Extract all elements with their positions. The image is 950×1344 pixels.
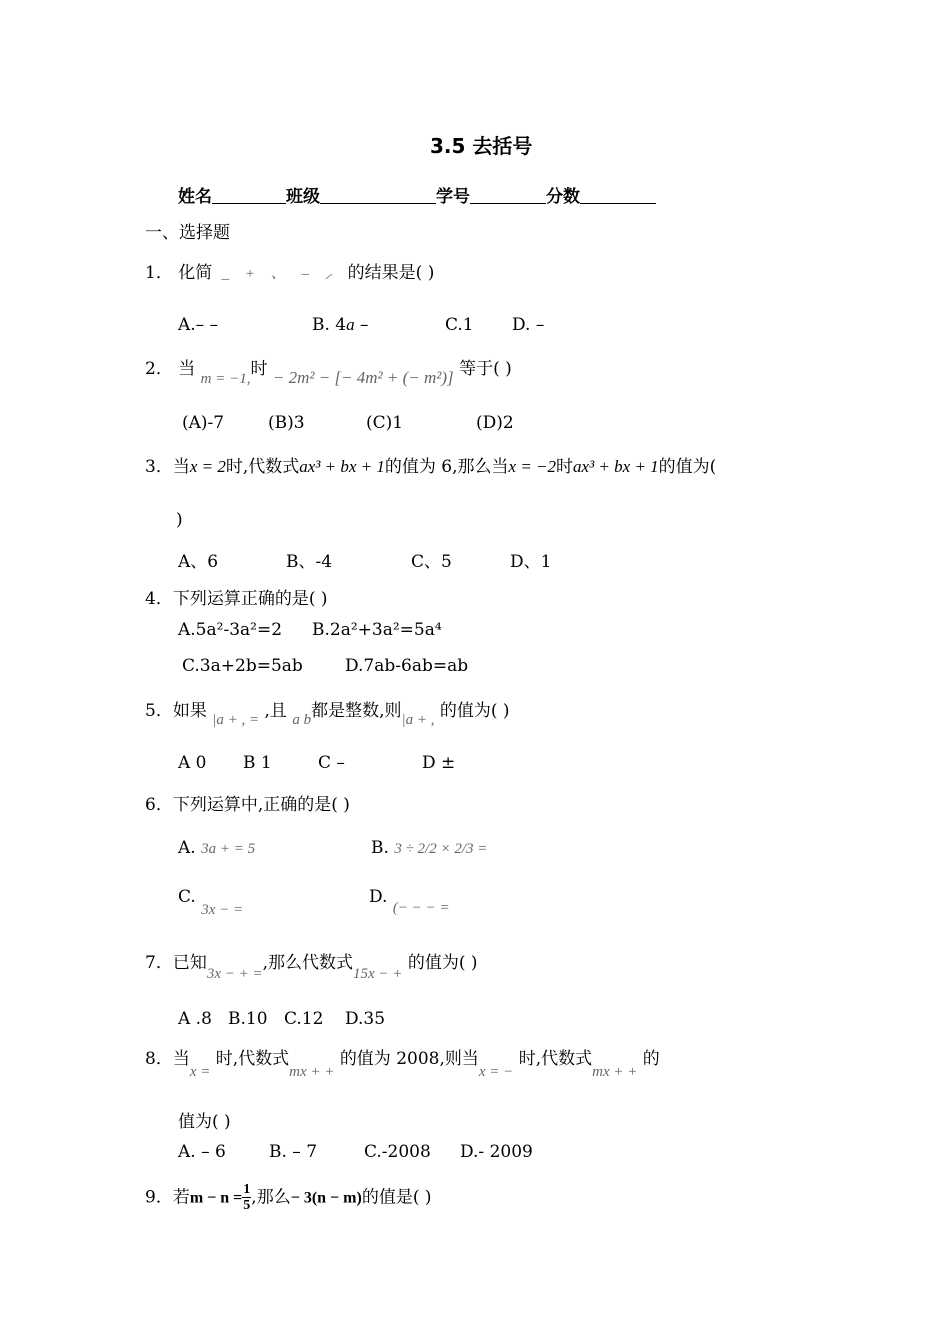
q7-option-b: B.10 — [228, 1009, 268, 1029]
q8-cond-1: x = — [189, 1064, 211, 1080]
q6-option-b — [371, 838, 487, 858]
q5-number: 5． — [145, 701, 173, 721]
q9-fraction — [242, 1182, 251, 1214]
question-9 — [145, 1182, 432, 1214]
score-blank[interactable] — [580, 187, 656, 204]
q3-option-b: B、-4 — [286, 552, 333, 572]
question-1 — [145, 258, 434, 283]
q2-option-a: (A)-7 — [182, 413, 225, 433]
q9-post: 的值是( ) — [361, 1187, 432, 1208]
q3-pre: 当 — [172, 457, 190, 477]
q6-d-expr: (− − − = — [392, 900, 450, 916]
q1-number: 1． — [145, 263, 173, 283]
q8-text-1: 时,代数式 — [215, 1049, 290, 1069]
name-blank[interactable] — [212, 187, 286, 204]
q9-pre: 若 — [172, 1187, 190, 1208]
q5-expr-2: |a + , — [401, 712, 435, 728]
q2-expression: − 2m² − [− 4m² + (− m²)] — [272, 368, 454, 387]
q4-option-d: D.7ab-6ab=ab — [345, 656, 469, 676]
question-3 — [145, 452, 716, 477]
q1-b-var: a — [346, 315, 355, 334]
q7-pre: 已知 — [172, 953, 207, 973]
q4-option-a: A.5a²-3a²=2 — [178, 620, 283, 640]
q6-b-expr: 3 ÷ 2/2 × 2/3 = — [394, 841, 488, 857]
q1-option-c: C.1 — [445, 315, 474, 335]
q8-number: 8． — [145, 1049, 173, 1069]
q5-vars: a b — [292, 712, 312, 728]
q5-option-a: A 0 — [178, 753, 207, 773]
name-label: 姓名 — [178, 187, 212, 207]
q8-option-c: C.-2008 — [364, 1142, 431, 1162]
question-8 — [145, 1044, 660, 1080]
q8-option-d: D.- 2009 — [460, 1142, 533, 1162]
q4-option-c: C.3a+2b=5ab — [182, 656, 303, 676]
q8-text-3: 时,代数式 — [518, 1049, 593, 1069]
id-blank[interactable] — [470, 187, 546, 204]
q9-fraction-denominator: 5 — [243, 1198, 251, 1214]
q3-close-paren: ) — [176, 510, 183, 530]
q1-post: 的结果是( ) — [347, 263, 435, 283]
q8-line-2: 值为( ) — [178, 1112, 231, 1132]
q7-number: 7． — [145, 953, 173, 973]
q4-option-b: B.2a²+3a²=5a⁴ — [312, 620, 442, 640]
q6-option-c — [178, 887, 244, 918]
q3-number: 3． — [145, 457, 173, 477]
q5-pre: 如果 — [172, 701, 207, 721]
q8-cond-2: x = − — [478, 1064, 514, 1080]
q7-expr-2: 15x − + — [353, 966, 403, 982]
q5-expr-1: |a + , = — [212, 712, 260, 728]
question-7 — [145, 948, 478, 982]
q5-text-2: 都是整数,则 — [311, 701, 402, 721]
q2-option-d: (D)2 — [476, 413, 514, 433]
q3-option-d: D、1 — [510, 552, 552, 572]
q6-b-label: B. — [371, 838, 389, 858]
q8-pre: 当 — [172, 1049, 190, 1069]
q3-text-4: 的值为( — [658, 457, 717, 477]
q7-option-c: C.12 — [284, 1009, 324, 1029]
q1-pre: 化简 — [178, 263, 213, 283]
q5-text-1: ,且 — [264, 701, 287, 721]
q3-text-3: 时 — [556, 457, 574, 477]
q8-text-2: 的值为 2008,则当 — [339, 1049, 479, 1069]
q3-text-1: 时,代数式 — [225, 457, 300, 477]
q1-option-d: D. – — [512, 315, 545, 335]
question-5 — [145, 696, 510, 728]
q6-option-d — [369, 887, 450, 916]
q3-text-2: 的值为 6,那么当 — [384, 457, 509, 477]
question-4 — [145, 584, 328, 609]
section-heading: 一、选择题 — [145, 223, 230, 243]
q5-option-b: B 1 — [243, 753, 272, 773]
q8-expr-1: mx + + — [289, 1064, 335, 1080]
q3-option-c: C、5 — [411, 552, 452, 572]
q7-text-2: 的值为( ) — [407, 953, 478, 973]
question-2 — [145, 354, 512, 387]
q6-number: 6． — [145, 795, 173, 815]
q5-text-3: 的值为( ) — [439, 701, 510, 721]
class-blank[interactable] — [320, 187, 436, 204]
score-label: 分数 — [546, 187, 580, 207]
q8-text-4: 的 — [642, 1049, 660, 1069]
q8-option-a: A. – 6 — [178, 1142, 226, 1162]
q8-option-b: B. – 7 — [269, 1142, 318, 1162]
q3-cond-2: x = −2 — [508, 457, 557, 476]
q9-number: 9． — [145, 1187, 173, 1208]
q3-cond-1: x = 2 — [189, 457, 226, 476]
q2-pre: 当 — [178, 359, 196, 379]
page-title: 3.5 去括号 — [430, 134, 533, 158]
student-info-line — [178, 182, 656, 207]
q1-option-b — [312, 315, 369, 335]
q6-a-expr: 3a + = 5 — [201, 841, 256, 857]
q9-fraction-numerator: 1 — [243, 1182, 251, 1197]
id-label: 学号 — [436, 187, 470, 207]
q9-text-1: ,那么 — [251, 1187, 291, 1208]
q2-number: 2． — [145, 359, 173, 379]
q3-expr-1: ax³ + bx + 1 — [299, 457, 385, 476]
q2-post: 等于( ) — [459, 359, 512, 379]
q2-condition: m = −1, — [200, 371, 251, 387]
q1-b-post: – — [354, 315, 369, 335]
q7-text-1: ,那么代数式 — [262, 953, 354, 973]
q2-option-c: (C)1 — [366, 413, 404, 433]
q6-c-label: C. — [178, 887, 196, 907]
q1-expression: _ + 、 – ⸝ — [221, 266, 339, 282]
q4-number: 4． — [145, 589, 173, 609]
q2-option-b: (B)3 — [268, 413, 305, 433]
q1-b-pre: B. 4 — [312, 315, 347, 335]
q6-text: 下列运算中,正确的是( ) — [172, 795, 350, 815]
q6-a-label: A. — [178, 838, 196, 858]
q5-option-d: D ± — [422, 753, 456, 773]
q7-option-d: D.35 — [345, 1009, 386, 1029]
q3-expr-2: ax³ + bx + 1 — [573, 457, 659, 476]
question-6 — [145, 790, 350, 815]
q7-option-a: A .8 — [178, 1009, 212, 1029]
q6-d-label: D. — [369, 887, 388, 907]
q4-text: 下列运算正确的是( ) — [172, 589, 328, 609]
q3-option-a: A、6 — [178, 552, 219, 572]
q2-mid: 时 — [250, 359, 268, 379]
q6-c-expr: 3x − = — [201, 902, 244, 918]
q8-expr-2: mx + + — [592, 1064, 638, 1080]
q6-option-a — [178, 838, 255, 858]
q5-option-c: C – — [318, 753, 345, 773]
q9-expression: − 3(n − m) — [290, 1189, 362, 1207]
q9-condition: m − n = — [189, 1189, 243, 1207]
class-label: 班级 — [286, 187, 320, 207]
q1-option-a: A.– – — [178, 315, 219, 335]
q7-expr-1: 3x − + = — [206, 966, 263, 982]
